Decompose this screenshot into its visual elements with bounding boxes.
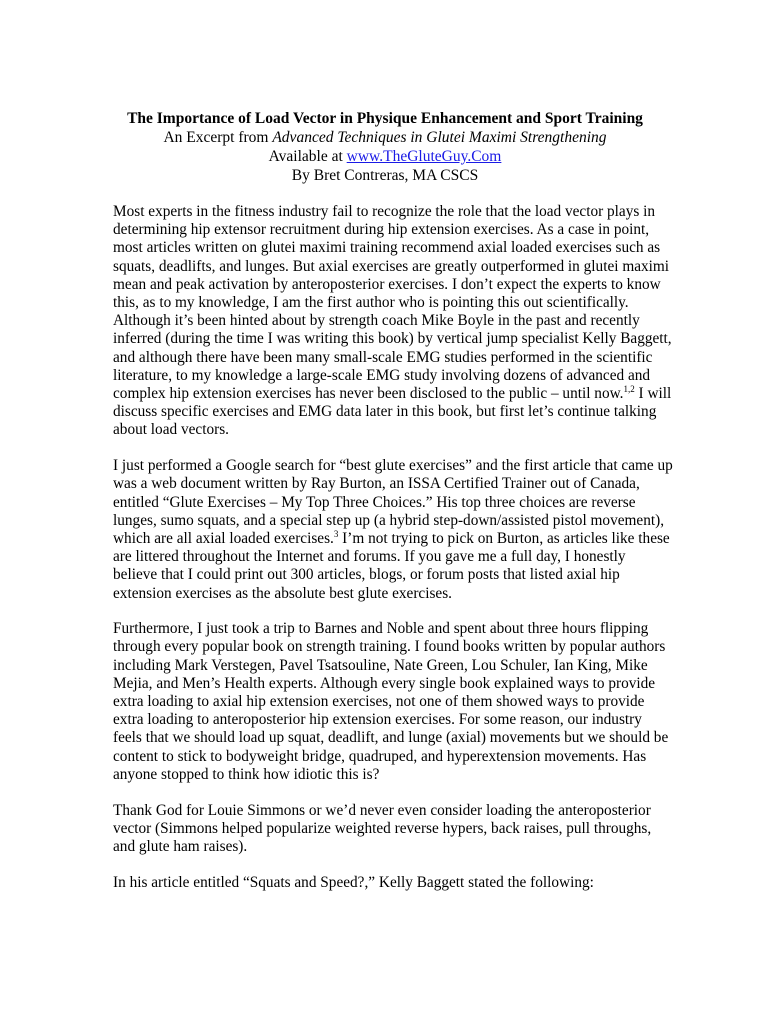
paragraph-2-text-cont: I’m not trying to pick on Burton, as articles like these are littered throughout the Internet and forums. If you gave me a full day, I honestly believe that I could print out 300 articles, blogs, or forum posts that listed axial hip extension exercises as the absolute best glute exercises. (113, 529, 670, 602)
paragraph-1-text: Most experts in the fitness industry fail to recognize the role that the load vector plays in determining hip extensor recruitment during hip extension exercises. As a case in point, most articles written on glutei maximi training recommend axial loaded exercises such as squats, deadlifts, and lunges. But axial exercises are greatly outperformed in glutei maximi mean and peak activation by anteroposterior exercises. I don’t expect the experts to know this, as to my knowledge, I am the first author who is pointing this out scientifically. Although it’s been hinted about by strength coach Mike Boyle in the past and recently inferred (during the time I was writing this book) by vertical jump specialist Kelly Baggett, and although there have been many small-scale EMG studies performed in the scientific literature, to my knowledge a large-scale EMG study involving dozens of advanced and complex hip extension exercises has never been disclosed to the public – until now. (113, 203, 672, 403)
excerpt-line (0, 128, 770, 147)
document-body (113, 203, 673, 909)
paragraph-4: Thank God for Louie Simmons or we’d never even consider loading the anteroposterior vector (Simmons helped popularize weighted reverse hypers, back raises, pull throughs, and glute ham raises). (113, 801, 652, 855)
paragraph-5: In his article entitled “Squats and Speed?,” Kelly Baggett stated the following: (113, 873, 594, 891)
citation-superscript: 1,2 (623, 384, 635, 395)
document-title: The Importance of Load Vector in Physique Enhancement and Sport Training (127, 110, 643, 127)
available-prefix: Available at (268, 148, 347, 165)
paragraph-1-text-cont: I will discuss specific exercises and EMG data later in this book, but first let’s continue talking about load vectors. (113, 385, 672, 439)
paragraph-3: Furthermore, I just took a trip to Barnes and Noble and spent about three hours flipping through every popular book on strength training. I found books written by popular authors including Mark Verstegen, Pavel Tsatsouline, Nate Green, Lou Schuler, Ian King, Mike Mejia, and Men’s Health experts. Although every single book explained ways to provide extra loading to axial hip extension exercises, not one of them showed ways to provide extra loading to anteroposterior hip extension exercises. For some reason, our industry feels that we should load up squat, deadlift, and lunge (axial) movements but we should be content to stick to bodyweight bridge, quadruped, and hyperextension movements. Has anyone stopped to think how idiotic this is? (113, 620, 669, 783)
availability-line (0, 147, 770, 166)
paragraph-1 (113, 203, 673, 440)
paragraph-2-text: I just performed a Google search for “best glute exercises” and the first article that came up was a web document written by Ray Burton, an ISSA Certified Trainer out of Canada, entitled “Glute Exercises – My Top Three Choices.” His top three choices are reverse lunges, sumo squats, and a special step up (a hybrid step-down/assisted pistol movement), which are all axial loaded exercises. (113, 457, 673, 547)
website-link[interactable]: www.TheGluteGuy.Com (346, 148, 502, 165)
document-header (0, 109, 770, 185)
citation-superscript: 3 (333, 528, 339, 539)
book-title: Advanced Techniques in Glutei Maximi Strengthening (272, 129, 607, 146)
paragraph-2 (113, 457, 673, 603)
byline: By Bret Contreras, MA CSCS (291, 167, 479, 184)
excerpt-prefix: An Excerpt from (163, 129, 273, 146)
